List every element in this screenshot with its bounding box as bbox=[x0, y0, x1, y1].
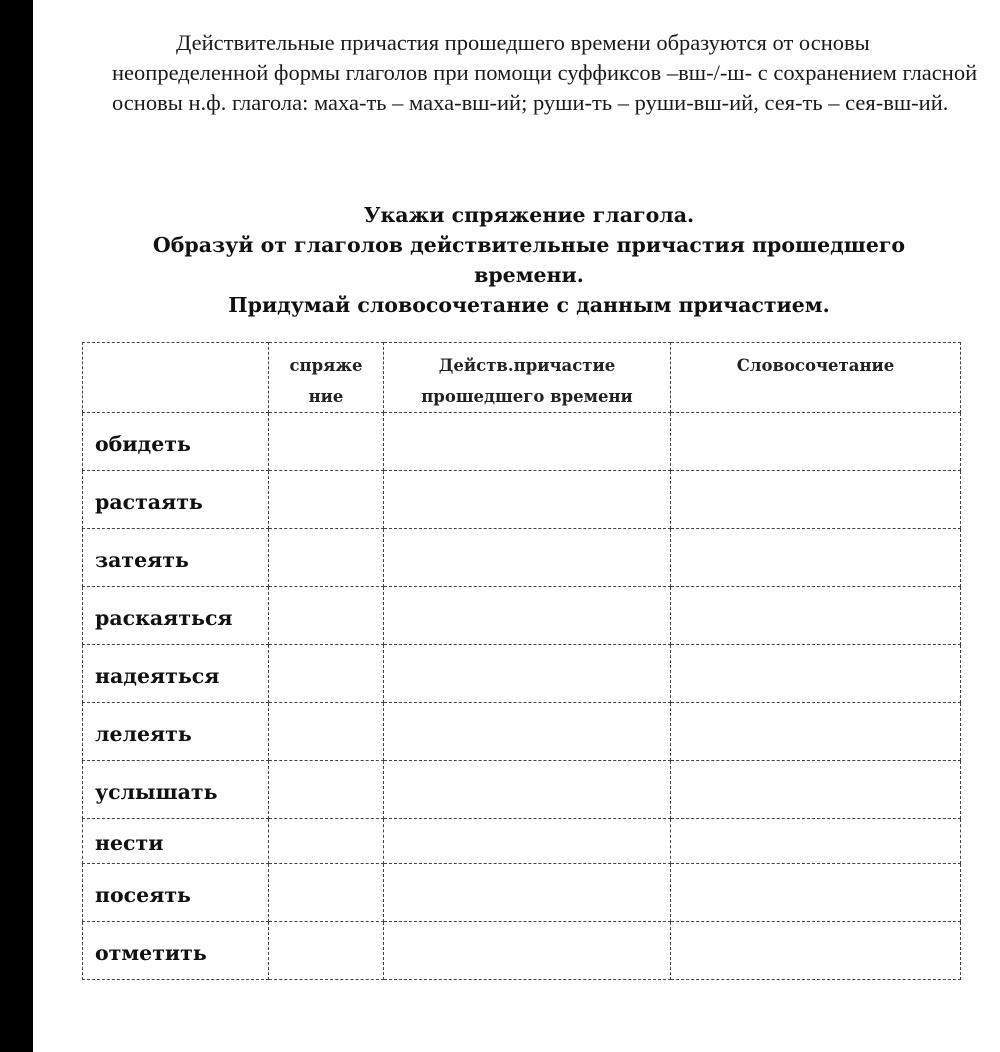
table-row bbox=[83, 587, 961, 645]
participle-answer-cell[interactable] bbox=[384, 922, 671, 980]
rule-paragraph: Действительные причастия прошедшего времени образуются от основы неопределенной формы глаголов при помощи суффиксов –вш-/-ш- с сохранением гласной основы н.ф. глагола: маха-ть – маха-вш-ий; руши-ть – руши-вш-ий, сея-ть – сея-вш-ий. bbox=[112, 30, 978, 115]
exercise-table bbox=[82, 342, 961, 980]
verb-cell: надеяться bbox=[83, 645, 269, 703]
conjugation-answer-cell[interactable] bbox=[269, 645, 384, 703]
table-row bbox=[83, 819, 961, 864]
participle-answer-cell[interactable] bbox=[384, 413, 671, 471]
header-conjugation-line2: ние bbox=[308, 387, 344, 406]
verb-cell: лелеять bbox=[83, 703, 269, 761]
participle-answer-cell[interactable] bbox=[384, 819, 671, 864]
conjugation-answer-cell[interactable] bbox=[269, 413, 384, 471]
phrase-answer-cell[interactable] bbox=[671, 761, 961, 819]
conjugation-answer-cell[interactable] bbox=[269, 922, 384, 980]
conjugation-answer-cell[interactable] bbox=[269, 819, 384, 864]
phrase-answer-cell[interactable] bbox=[671, 587, 961, 645]
table-row bbox=[83, 413, 961, 471]
header-participle-line2: прошедшего времени bbox=[421, 387, 633, 406]
header-conjugation-line1: спряже bbox=[289, 356, 363, 375]
task-instructions bbox=[103, 200, 955, 320]
conjugation-answer-cell[interactable] bbox=[269, 587, 384, 645]
conjugation-answer-cell[interactable] bbox=[269, 864, 384, 922]
phrase-answer-cell[interactable] bbox=[671, 922, 961, 980]
phrase-answer-cell[interactable] bbox=[671, 703, 961, 761]
verb-cell: посеять bbox=[83, 864, 269, 922]
verb-cell: отметить bbox=[83, 922, 269, 980]
table-row bbox=[83, 703, 961, 761]
participle-answer-cell[interactable] bbox=[384, 761, 671, 819]
participle-answer-cell[interactable] bbox=[384, 864, 671, 922]
phrase-answer-cell[interactable] bbox=[671, 529, 961, 587]
phrase-answer-cell[interactable] bbox=[671, 864, 961, 922]
table-row bbox=[83, 529, 961, 587]
left-margin-bar bbox=[0, 0, 33, 1052]
conjugation-answer-cell[interactable] bbox=[269, 471, 384, 529]
participle-answer-cell[interactable] bbox=[384, 645, 671, 703]
header-verb-column bbox=[83, 343, 269, 413]
header-conjugation bbox=[269, 343, 384, 413]
verb-cell: раскаяться bbox=[83, 587, 269, 645]
header-phrase: Словосочетание bbox=[671, 343, 961, 413]
conjugation-answer-cell[interactable] bbox=[269, 761, 384, 819]
phrase-answer-cell[interactable] bbox=[671, 645, 961, 703]
participle-answer-cell[interactable] bbox=[384, 703, 671, 761]
verb-cell: растаять bbox=[83, 471, 269, 529]
participle-answer-cell[interactable] bbox=[384, 471, 671, 529]
phrase-answer-cell[interactable] bbox=[671, 819, 961, 864]
header-participle bbox=[384, 343, 671, 413]
verb-cell: услышать bbox=[83, 761, 269, 819]
verb-cell: нести bbox=[83, 819, 269, 864]
table-row bbox=[83, 761, 961, 819]
phrase-answer-cell[interactable] bbox=[671, 413, 961, 471]
task-line-phrase: Придумай словосочетание с данным причастием. bbox=[228, 293, 830, 317]
participle-answer-cell[interactable] bbox=[384, 529, 671, 587]
phrase-answer-cell[interactable] bbox=[671, 471, 961, 529]
task-line-conjugation: Укажи спряжение глагола. bbox=[363, 203, 695, 227]
table-row bbox=[83, 471, 961, 529]
verb-cell: затеять bbox=[83, 529, 269, 587]
table-header-row bbox=[83, 343, 961, 413]
worksheet-page bbox=[33, 0, 1000, 1052]
header-participle-line1: Действ.причастие bbox=[438, 356, 616, 375]
task-line-form-participles: Образуй от глаголов действительные причастия прошедшего времени. bbox=[152, 233, 906, 287]
conjugation-answer-cell[interactable] bbox=[269, 703, 384, 761]
conjugation-answer-cell[interactable] bbox=[269, 529, 384, 587]
verb-cell: обидеть bbox=[83, 413, 269, 471]
table-row bbox=[83, 922, 961, 980]
table-row bbox=[83, 864, 961, 922]
table-row bbox=[83, 645, 961, 703]
participle-answer-cell[interactable] bbox=[384, 587, 671, 645]
